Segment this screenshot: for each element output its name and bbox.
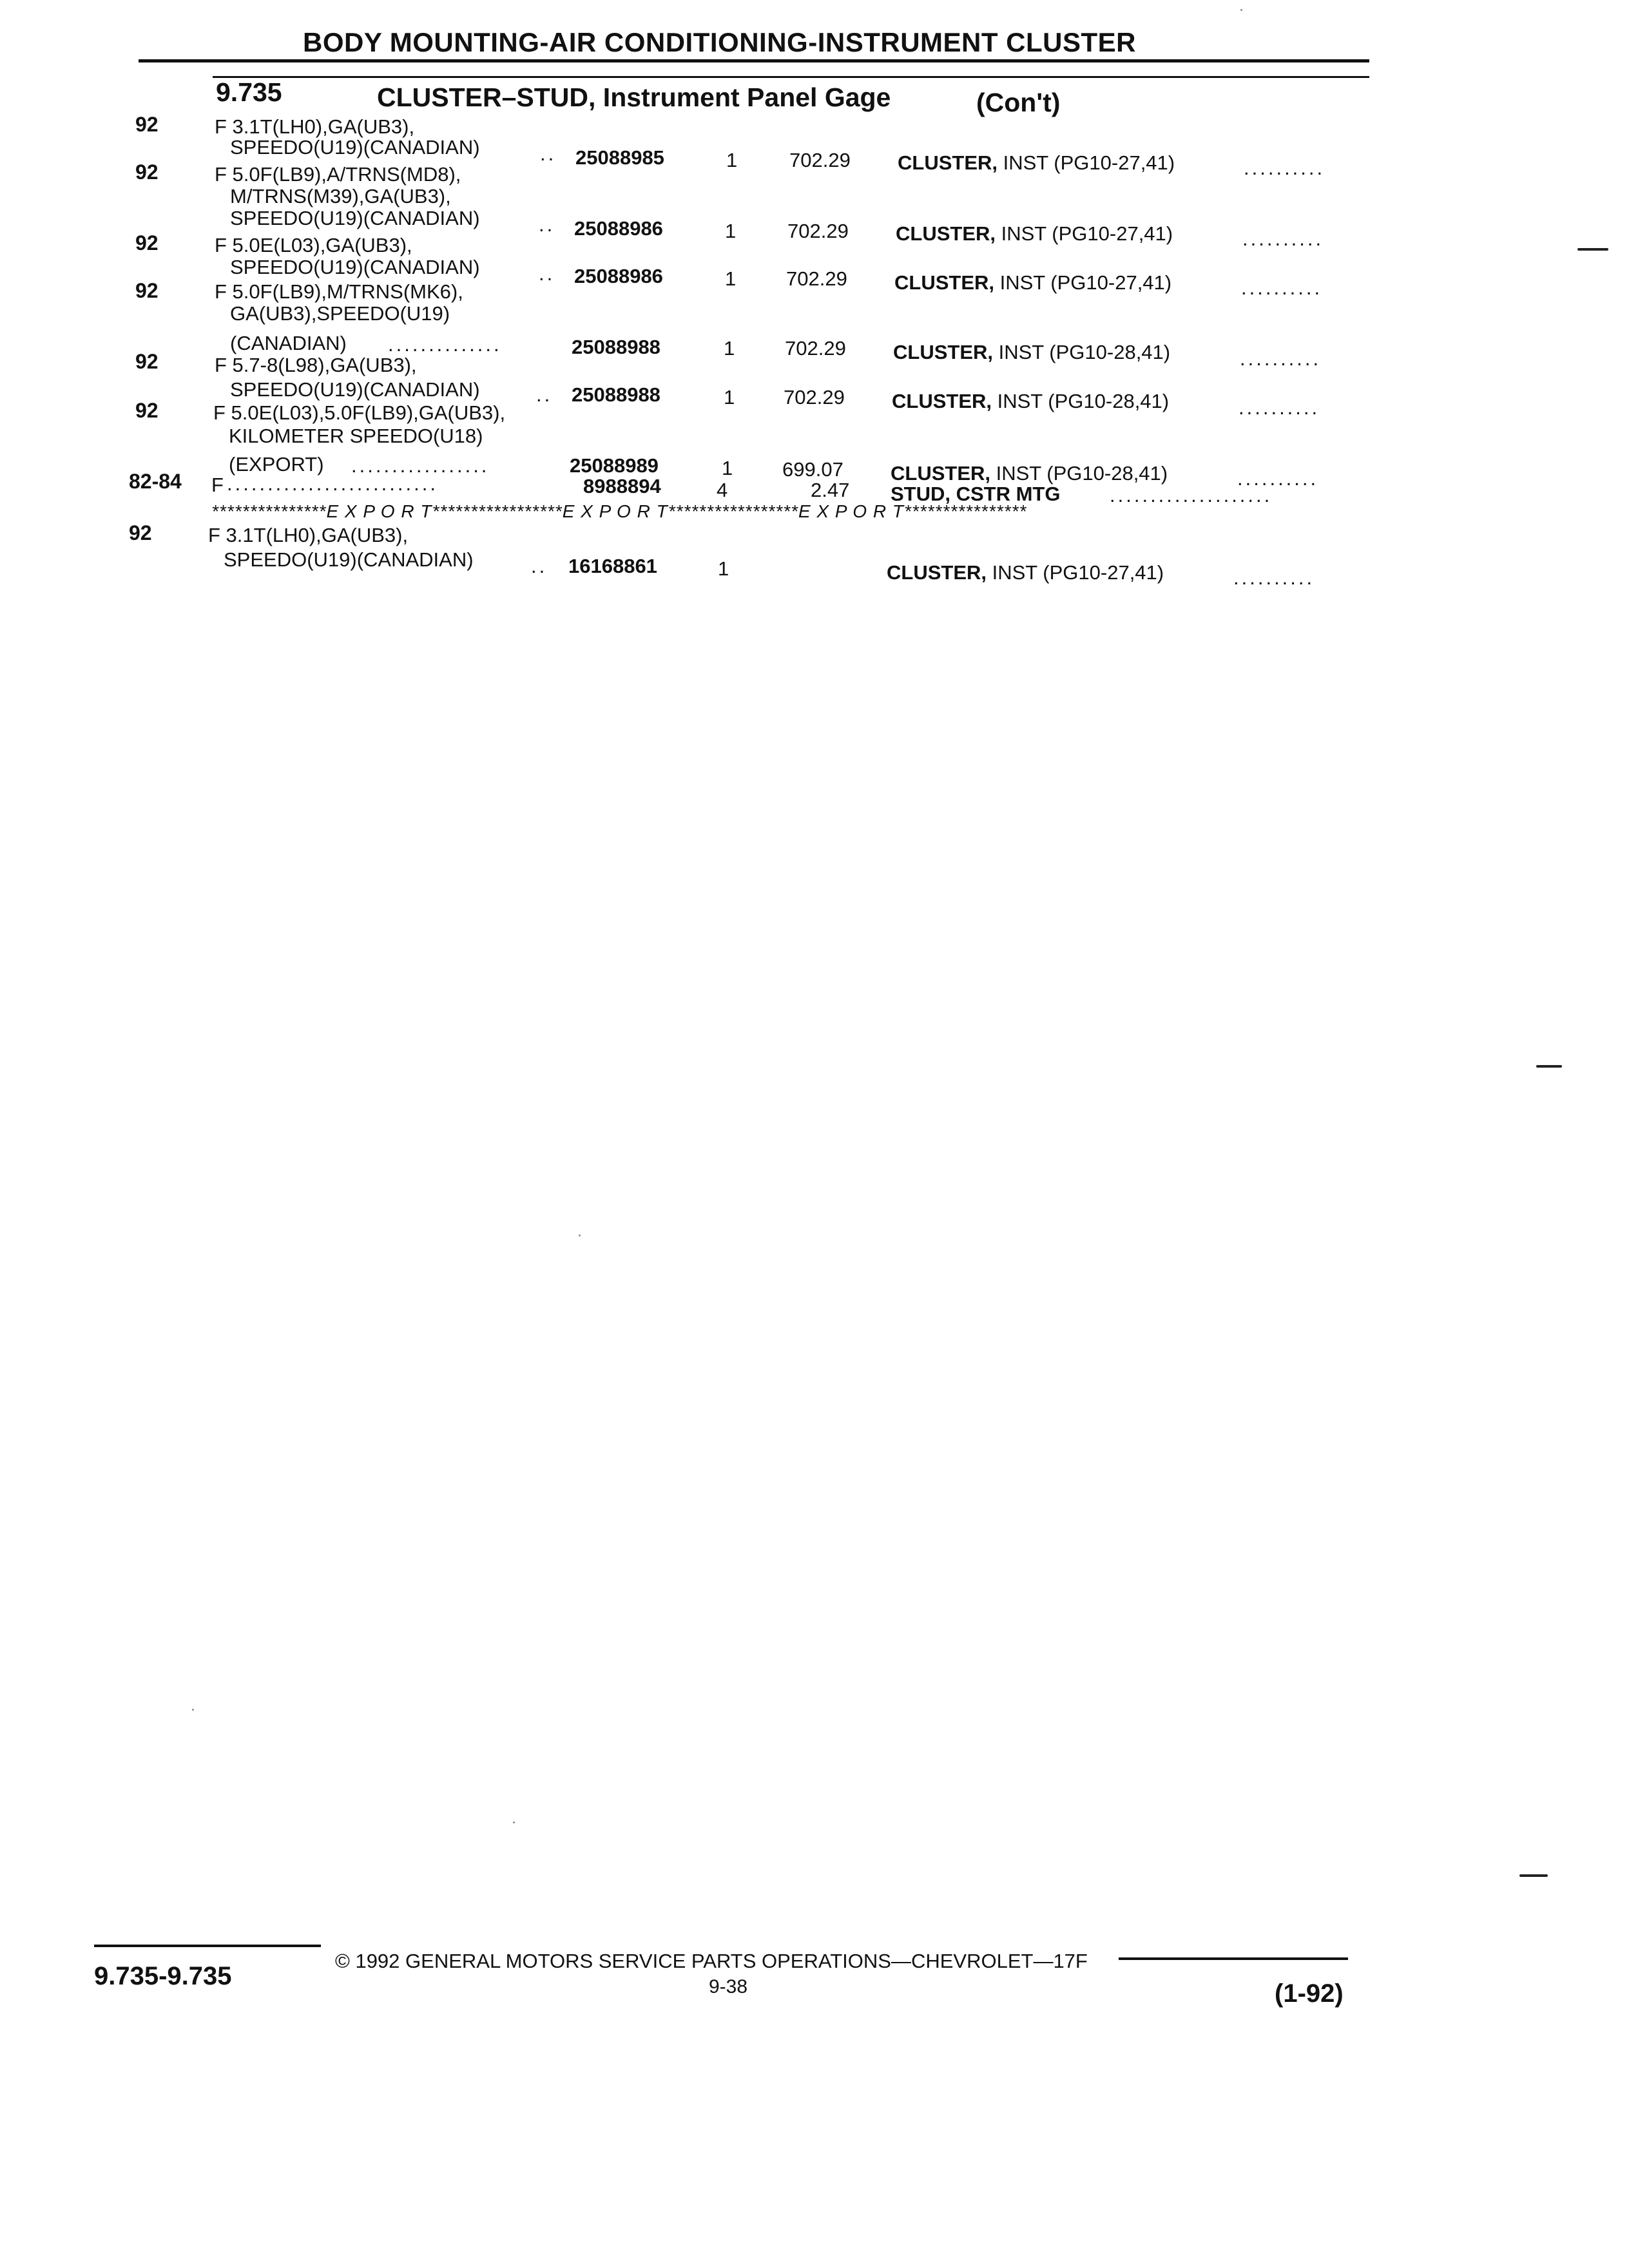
entry-year: 92 [135, 350, 159, 373]
entry-description: CLUSTER, INST (PG10-28,41) [892, 390, 1170, 412]
entry-desc-leader: .......... [1244, 157, 1325, 179]
section-continued: (Con't) [976, 88, 1061, 117]
entry-description: CLUSTER, INST (PG10-28,41) [891, 462, 1168, 485]
entry-part-number: 8988894 [583, 475, 661, 497]
entry-quantity: 1 [725, 220, 737, 242]
entry-applic-line: F [211, 474, 224, 496]
entry-part-number: 25088988 [572, 336, 660, 358]
entry-part-number: 25088985 [575, 146, 664, 169]
entry-year: 92 [135, 399, 159, 422]
entry-part-number: 25088988 [572, 383, 660, 406]
entry-desc-leader: .......... [1233, 566, 1315, 589]
footer-copyright: © 1992 GENERAL MOTORS SERVICE PARTS OPERATIONS—CHEVROLET—17F [335, 1950, 1088, 1972]
entry-leader: .. [536, 383, 553, 406]
entry-desc-leader: .......... [1240, 347, 1322, 370]
scan-speck [1240, 9, 1242, 11]
entry-description: CLUSTER, INST (PG10-27,41) [894, 271, 1172, 294]
entry-year: 82-84 [129, 470, 182, 493]
entry-leader: .. [539, 262, 555, 285]
entry-applic-line: SPEEDO(U19)(CANADIAN) [230, 378, 480, 401]
entry-desc-leader: .......... [1237, 467, 1319, 490]
entry-applic-line: F 5.0F(LB9),M/TRNS(MK6), [215, 280, 463, 303]
entry-leader: .. [531, 555, 548, 577]
entry-applic-line: F 3.1T(LH0),GA(UB3), [208, 524, 409, 546]
entry-year: 92 [135, 160, 159, 184]
entry-applic-line: (EXPORT) [229, 453, 324, 476]
entry-year: 92 [135, 279, 159, 302]
entry-price: 699.07 [782, 458, 843, 481]
entry-applic-line: F 5.0E(L03),5.0F(LB9),GA(UB3), [213, 401, 506, 424]
margin-mark [1519, 1874, 1548, 1877]
entry-quantity: 1 [722, 457, 733, 479]
footer-rule-right [1119, 1957, 1348, 1960]
entry-applic-line: F 5.0E(L03),GA(UB3), [215, 234, 412, 256]
entry-applic-line: F 3.1T(LH0),GA(UB3), [215, 115, 415, 138]
entry-price: 2.47 [811, 479, 850, 501]
page-header-title: BODY MOUNTING-AIR CONDITIONING-INSTRUMENT CLUSTER [303, 27, 1137, 57]
entry-price: 702.29 [789, 149, 851, 171]
entry-price: 702.29 [785, 337, 846, 360]
header-rule [139, 59, 1369, 62]
entry-price: 702.29 [784, 386, 845, 408]
entry-description: CLUSTER, INST (PG10-27,41) [887, 561, 1164, 584]
entry-quantity: 4 [717, 479, 728, 501]
entry-applic-line: SPEEDO(U19)(CANADIAN) [230, 207, 480, 229]
entry-part-number: 25088986 [574, 265, 663, 287]
entry-applic-line: F 5.0F(LB9),A/TRNS(MD8), [215, 163, 461, 186]
entry-leader: .............. [388, 333, 502, 356]
margin-mark [1536, 1065, 1562, 1068]
footer-section-range: 9.735-9.735 [94, 1962, 232, 1990]
entry-quantity: 1 [724, 386, 735, 408]
footer-rule-left [94, 1945, 321, 1947]
entry-applic-line: M/TRNS(M39),GA(UB3), [230, 185, 451, 207]
entry-description: CLUSTER, INST (PG10-27,41) [896, 222, 1173, 245]
entry-applic-line: SPEEDO(U19)(CANADIAN) [230, 136, 480, 159]
entry-price: 702.29 [787, 220, 849, 242]
scan-speck [513, 1821, 515, 1823]
entry-part-number: 25088989 [570, 454, 659, 477]
entry-applic-line: SPEEDO(U19)(CANADIAN) [224, 548, 474, 571]
entry-leader: .......................... [227, 472, 438, 495]
entry-quantity: 1 [725, 267, 737, 290]
entry-desc-leader: .................... [1110, 484, 1273, 506]
entry-leader: .. [540, 142, 557, 165]
entry-part-number: 16168861 [568, 555, 657, 577]
margin-mark [1577, 248, 1608, 251]
footer-page-number: 9-38 [709, 1976, 748, 1997]
entry-desc-leader: .......... [1239, 396, 1320, 419]
entry-desc-leader: .......... [1241, 276, 1323, 299]
entry-applic-line: KILOMETER SPEEDO(U18) [229, 425, 483, 447]
entry-part-number: 25088986 [574, 217, 663, 240]
entry-desc-leader: .......... [1242, 227, 1324, 250]
entry-leader: ................. [351, 454, 490, 477]
entry-applic-line: SPEEDO(U19)(CANADIAN) [230, 256, 480, 278]
entry-applic-line: F 5.7-8(L98),GA(UB3), [215, 354, 417, 376]
scan-speck [192, 1709, 194, 1711]
entry-quantity: 1 [718, 557, 729, 580]
entry-applic-line: GA(UB3),SPEEDO(U19) [230, 302, 450, 325]
entry-quantity: 1 [724, 337, 735, 360]
export-divider: ***************E X P O R T*****************E X P O R T*****************E X P O R T**************** [211, 501, 1027, 521]
entry-price: 702.29 [786, 267, 847, 290]
entry-description: CLUSTER, INST (PG10-28,41) [893, 341, 1171, 363]
entry-leader: .. [539, 213, 555, 236]
scan-speck [579, 1235, 581, 1236]
entry-year: 92 [135, 231, 159, 255]
section-title: CLUSTER–STUD, Instrument Panel Gage [377, 82, 891, 112]
entry-year: 92 [135, 113, 159, 136]
section-number: 9.735 [216, 77, 282, 107]
entry-year: 92 [129, 521, 152, 544]
footer-date: (1-92) [1275, 1979, 1344, 2008]
entry-quantity: 1 [726, 149, 738, 171]
entry-description: STUD, CSTR MTG [891, 483, 1061, 505]
entry-description: CLUSTER, INST (PG10-27,41) [898, 151, 1175, 174]
header-rule-thin [213, 76, 1369, 78]
entry-applic-line: (CANADIAN) [230, 332, 347, 354]
